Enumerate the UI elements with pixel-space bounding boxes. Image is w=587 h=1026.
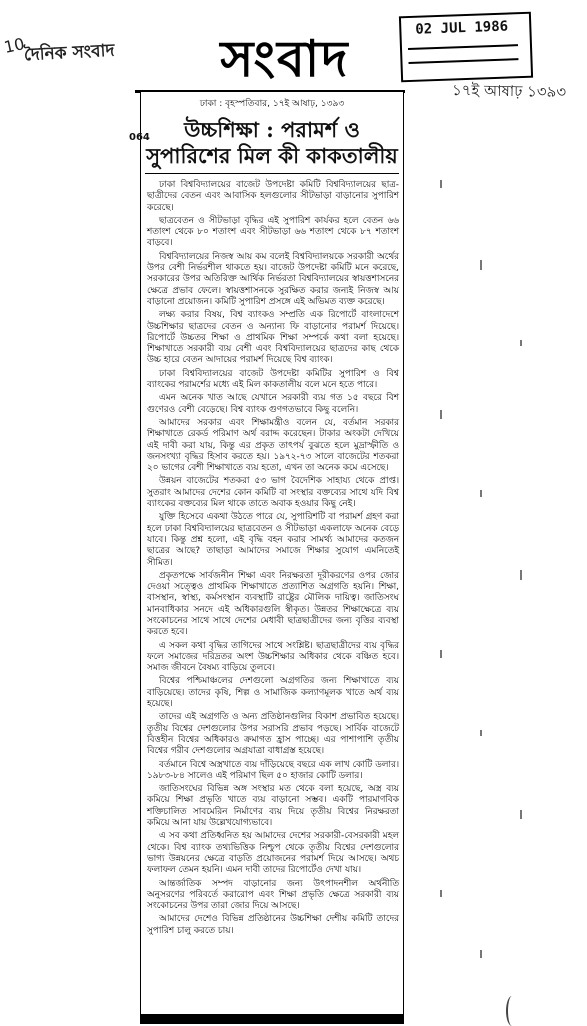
article-paragraph: লক্ষ্য করার বিষয়, বিশ্ব ব্যাংকও সম্প্রতি এক রিপোর্টে বাংলাদেশে উচ্চশিক্ষার ছাত্রদের বেতন ও অন্যান্য ফি বাড়ানোর পরামর্শ দিয়েছে। রিপোর্টে উচ্চতর শিক্ষা ও প্রাথমিক শিক্ষা সম্পর্কে কথা বলা হয়েছে। শিক্ষাখাতে সরকারী ব্যয় বেশী এবং বিশ্ববিদ্যালয়ের ছাত্রদের কাছ থেকে উচ্চ হারে বেতন আদায়ের পরামর্শ দিয়েছে বিশ্ব ব্যাংক। (147, 310, 399, 366)
article-dateline: ঢাকা : বৃহস্পতিবার, ১৭ই আষাঢ়, ১৩৯৩ (199, 99, 345, 109)
clipping-bottom-edge (141, 1014, 403, 1024)
stamp-line (408, 44, 518, 50)
article-headline: উচ্চশিক্ষা : পরামর্শ ও সুপারিশের মিল কী কাকতালীয় (145, 117, 399, 174)
article-paragraph: বিশ্বের পশ্চিমাঞ্চলের দেশগুলো অগ্রগতির জন্য শিক্ষাখাতে ব্যয় বাড়িয়েছে। তাদের কৃষি, শিল্প ও সামাজিক কল্যাণমূলক খাতে অর্থ ব্যয় হয়েছে। (147, 676, 399, 710)
article-paragraph: প্রকৃতপক্ষে সার্বজনীন শিক্ষা এবং নিরক্ষরতা দূরীকরণের ওপর জোর দেওয়া সত্ত্বেও প্রাথমিক শিক্ষাখাতে প্রত্যাশিত অগ্রগতি হয়নি। শিক্ষা, বাসস্থান, স্বাস্থ্য, কর্মসংস্থান ব্যবস্থাটি রাষ্ট্রের মৌলিক দায়িত্ব। জাতিসংঘ মানবাধিকার সনদে এই অধিকারগুলি স্বীকৃত। উন্নতর শিক্ষাক্ষেত্রে ব্যয় সংকোচনের সাথে সাথে দেশের মেধাবী ছাত্রছাত্রীদের জন্য বৃত্তির ব্যবস্থা করতে হবে। (147, 570, 399, 638)
stamp-date: 02 JUL 1986 (415, 18, 509, 38)
pen-mark (506, 996, 518, 1026)
article-paragraph: যুক্তি হিসেবে একথা উঠতে পারে যে, সুপারিশটি বা পরামর্শ গ্রহণ করা হলে ঢাকা বিশ্ববিদ্যালয়ের ছাত্রবেতন ও সীটভাড়া একলাফে অনেক বেড়ে যাবে। কিন্তু প্রশ্ন হলো, এই বৃদ্ধি বহন করার সামর্থ্য আমাদের কতজন ছাত্রের আছে? তাছাড়া আমাদের সমাজে শিক্ষার সুযোগ এমনিতেই সীমিত। (147, 512, 399, 568)
article-paragraph: ঢাকা বিশ্ববিদ্যালয়ের বাজেট উপদেষ্টা কমিটির সুপারিশ ও বিশ্ব ব্যাংকের পরামর্শের মধ্যে এই মিল কাকতালীয় বলে মনে হতে পারে। (147, 368, 399, 391)
article-paragraph: বিশ্ববিদ্যালয়ের নিজস্ব আয় কম বলেই বিশ্ববিদ্যালয়কে সরকারী অর্থের উপর বেশী নির্ভরশীল থাকতে হয়। বাজেট উপদেষ্টা কমিটি মনে করেছে, সরকারের উপর অতিরিক্ত আর্থিক নির্ভরতা বিশ্ববিদ্যালয়ের স্বায়ত্তশাসনের ক্ষেত্রে প্রভাব ফেলে। স্বায়ত্তশাসনকে সুরক্ষিত করার জন্যই নিজস্ব আয় বাড়ানো প্রয়োজন। কমিটি সুপারিশ প্রসঙ্গে এই অভিমত ব্যক্ত করেছে। (147, 251, 399, 307)
margin-marks (420, 150, 570, 1000)
margin-handwritten-number: 10 (2, 34, 27, 57)
margin-scan-mark (480, 260, 482, 270)
article-paragraph: এমন অনেক খাত আছে যেখানে সরকারী ব্যয় গত ১৫ বছরে বিশ গুণেরও বেশী বেড়েছে। বিশ্ব ব্যাংক গুণগতভাবে কিছু বলেনি। (147, 393, 399, 415)
article-paragraph: বর্তমানে বিশ্বে অস্ত্রখাতে ব্যয় দাঁড়িয়েছে বছরে এক লাখ কোটি ডলার। ১৯৮৩-৮৪ সালেও এই পরিমাণ ছিল ৫০ হাজার কোটি ডলার। (147, 759, 399, 781)
margin-scan-mark (440, 410, 442, 419)
margin-scan-mark (440, 180, 442, 188)
margin-scan-mark (480, 950, 482, 958)
article-paragraph: উন্নয়ন বাজেটের শতকরা ৫৩ ভাগ বৈদেশিক সাহায্য থেকে প্রাপ্ত। সুতরাং আমাদের দেশের কোন কমিটি বা সংস্থার বক্তব্যের সাথে যদি বিশ্ব ব্যাংকের বক্তব্যের মিল থাকে তাতে অবাক হওয়ার কিছু নেই। (147, 476, 399, 510)
newspaper-masthead: সংবাদ (220, 29, 350, 88)
margin-scan-mark (520, 570, 522, 580)
article-paragraph: এ সব কথা প্রতিধ্বনিত হয় আমাদের দেশের সরকারী-বেসরকারী মহল থেকে। বিশ্ব ব্যাংক তথ্যভিত্তিক নিশ্চুপ থেকে তৃতীয় বিশ্বের দেশগুলোর ভাগ্য উন্নয়নের ক্ষেত্রে বাড়তি প্রয়োজনের পরামর্শ দিয়ে আসছে। অথচ ফলাফল তেমন হয়নি। এমন দাবী তাদের রিপোর্টেও দেখা যায়। (147, 831, 399, 876)
article-paragraph: তাদের এই অগ্রগতি ও অন্য প্রতিষ্ঠানগুলির বিকাশ প্রভাবিত হয়েছে। তৃতীয় বিশ্বের দেশগুলোর উপর সরাসরি প্রভাব পড়ছে। সার্বিক বাজেটে বিত্তহীন বিশ্বের অধিকারও ক্রমাগত হ্রাস পাচ্ছে। এর পাশাপাশি তৃতীয় বিশ্বের গরীব দেশগুলোর অগ্রযাত্রা বাধাগ্রস্ত হয়েছে। (147, 712, 399, 757)
margin-scan-mark (440, 650, 442, 658)
article-paragraph: আমাদের সরকার এবং শিক্ষামন্ত্রীও বলেন যে, বর্তমান সরকার শিক্ষাখাতে রেকর্ড পরিমাণ অর্থ বরাদ্দ করেছেন। টাকার অংকটা দেখিয়ে এই দাবী করা যায়, কিন্তু এর প্রকৃত তাৎপর্য বুঝতে হলে মুদ্রাস্ফীতি ও জনসংখ্যা বৃদ্ধির হিসাব করতে হয়। ১৯৭২-৭৩ সালে বাজেটের শতকরা ২০ ভাগের বেশী শিক্ষাখাতে ব্যয় হতো, এখন তা অনেক কমে এসেছে। (147, 417, 399, 474)
stamp-line (408, 58, 518, 64)
article-paragraph: জাতিসংঘের বিভিন্ন অঙ্গ সংস্থার মত থেকে বলা হয়েছে, অস্ত্র ব্যয় কমিয়ে শিক্ষা প্রভৃতি খাতে ব্যয় বাড়ানো সম্ভব। একটি পারমাণবিক শক্তিচালিত সাবমেরিন নির্মাণের ব্যয় দিয়ে তৃতীয় বিশ্বের নিরক্ষরতা কমিয়ে আনা যায় উল্লেখযোগ্যভাবে। (147, 784, 399, 829)
article-paragraph: আমাদের দেশেও বিভিন্ন প্রতিষ্ঠানের উচ্চশিক্ষা দেশীয় কমিটি তাদের সুপারিশ চালু করতে চায়। (147, 914, 399, 936)
article-paragraph: এ সকল কথা বৃদ্ধির তাগিদের সাথে সংশ্লিষ্ট। ছাত্রছাত্রীদের ব্যয় বৃদ্ধির ফলে সমাজের দরিদ্রতর অংশ উচ্চশিক্ষার অধিকার থেকে বঞ্চিত হবে। সমাজ জীবনে বৈষম্য বাড়িয়ে তুলবে। (147, 640, 399, 674)
article-paragraph: ছাত্রবেতন ও সীটভাড়া বৃদ্ধির এই সুপারিশ কার্যকর হলে বেতন ৬৬ শতাংশ থেকে ৮০ শতাংশ এবং সীটভাড়া ৬৬ শতাংশ থেকে ৮৭ শতাংশ বাড়বে। (147, 215, 399, 249)
article-paragraph: আন্তর্জাতিক সম্পদ বাড়ানোর জন্য উৎপাদনশীল অর্থনীতি অনুসরণের পরিবর্তে করারোপ এবং শিক্ষা প্রভৃতি ক্ষেত্রে সরকারী ব্যয় সংকোচনের উপর তারা জোর দিয়ে আসছে। (147, 878, 399, 912)
article-body (141, 180, 403, 937)
margin-scan-mark (520, 810, 522, 819)
margin-scan-mark (480, 490, 482, 497)
handwritten-date: ১৭ই আষাঢ় ১৩৯৩ (451, 81, 567, 101)
margin-scan-mark (480, 730, 482, 736)
date-stamp (399, 12, 533, 83)
newspaper-clipping (129, 92, 404, 1024)
margin-scan-mark (520, 340, 522, 346)
handwritten-paper-name: দৈনিক সংবাদ (23, 40, 115, 66)
article-paragraph: ঢাকা বিশ্ববিদ্যালয়ের বাজেট উপদেষ্টা কমিটি বিশ্ববিদ্যালয়ের ছাত্র-ছাত্রীদের বেতন এবং আবাসিক হলগুলোর সীটভাড়া বাড়ানোর সুপারিশ করেছে। (147, 180, 399, 213)
clipping-code: 064 (129, 132, 150, 143)
margin-scan-mark (440, 890, 442, 897)
